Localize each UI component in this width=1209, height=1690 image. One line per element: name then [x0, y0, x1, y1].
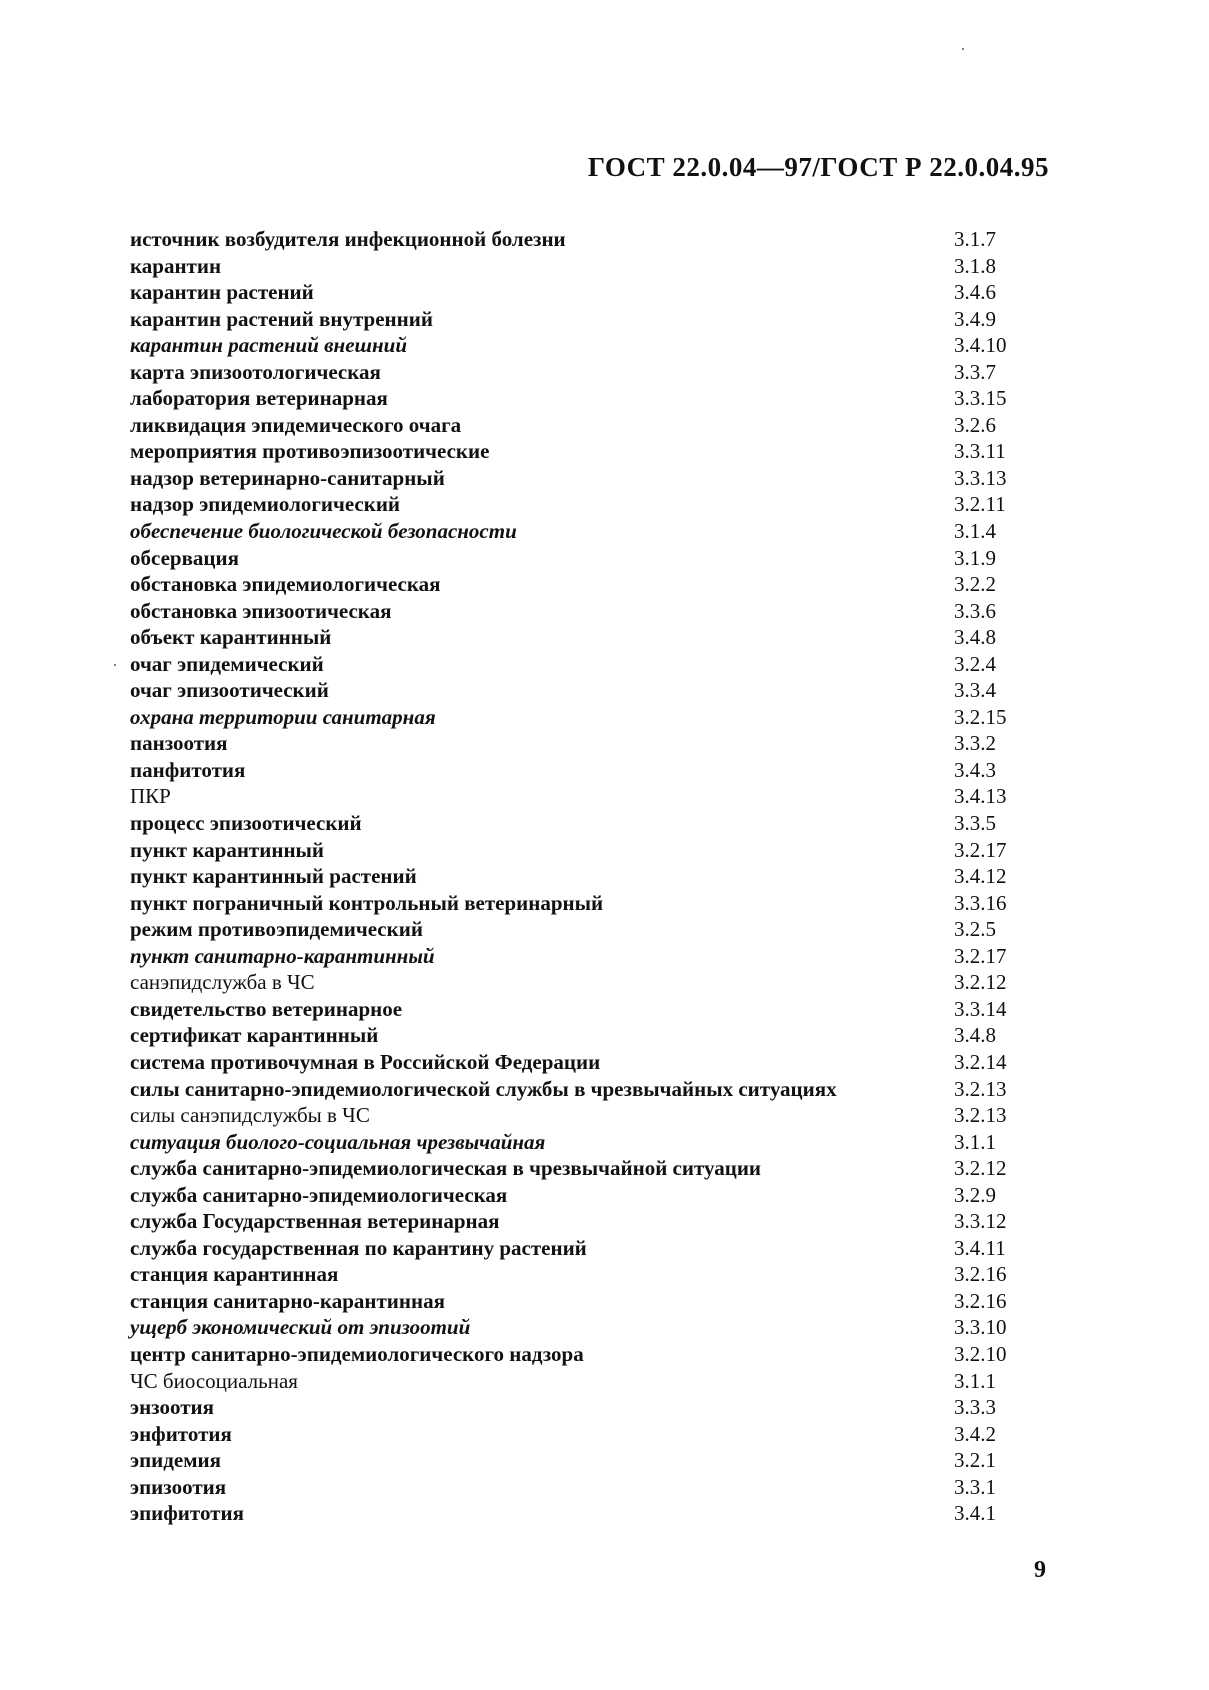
index-section-ref: 3.2.2	[954, 572, 996, 597]
index-entry	[130, 1049, 1030, 1076]
index-entry	[130, 810, 1030, 837]
index-term: служба санитарно-эпидемиологическая в чрезвычайной ситуации	[130, 1156, 762, 1181]
index-entry	[130, 598, 1030, 625]
index-term: источник возбудителя инфекционной болезни	[130, 227, 566, 251]
index-entry	[130, 624, 1030, 651]
index-term: надзор ветеринарно-санитарный	[130, 465, 445, 490]
index-term: карта эпизоотологическая	[130, 359, 381, 384]
index-section-ref: 3.2.12	[954, 1156, 1007, 1181]
index-section-ref: 3.2.12	[954, 970, 1007, 995]
index-entry	[130, 253, 1030, 280]
index-entry	[130, 1394, 1030, 1421]
index-term: система противочумная в Российской Федерации	[130, 1049, 601, 1074]
index-section-ref: 3.2.13	[954, 1076, 1007, 1101]
index-term: станция карантинная	[130, 1262, 339, 1287]
index-entry	[130, 1076, 1030, 1103]
index-section-ref: 3.4.12	[954, 864, 1007, 889]
index-section-ref: 3.4.1	[954, 1501, 996, 1526]
index-section-ref: 3.1.8	[954, 253, 996, 278]
index-section-ref: 3.2.17	[954, 837, 1007, 862]
index-section-ref: 3.2.13	[954, 1103, 1007, 1128]
index-term: эпидемия	[130, 1448, 221, 1473]
index-section-ref: 3.4.10	[954, 333, 1007, 358]
index-term: лаборатория ветеринарная	[130, 386, 388, 411]
index-term: силы санэпидслужбы в ЧС	[130, 1103, 370, 1128]
index-term: карантин растений внутренний	[130, 306, 433, 331]
index-entry	[130, 491, 1030, 518]
index-entry	[130, 757, 1030, 784]
index-section-ref: 3.3.1	[954, 1474, 996, 1499]
scan-speck	[962, 48, 964, 50]
index-entry	[130, 916, 1030, 943]
index-section-ref: 3.2.4	[954, 651, 996, 676]
index-term: ситуация биолого-социальная чрезвычайная	[130, 1129, 546, 1154]
index-entry	[130, 1182, 1030, 1209]
index-section-ref: 3.3.11	[954, 439, 1006, 464]
index-entry	[130, 1155, 1030, 1182]
index-entry	[130, 518, 1030, 545]
index-entry	[130, 306, 1030, 333]
index-term: ликвидация эпидемического очага	[130, 412, 462, 437]
index-term: надзор эпидемиологический	[130, 492, 401, 517]
index-section-ref: 3.4.13	[954, 784, 1007, 809]
index-entry	[130, 545, 1030, 572]
index-entry	[130, 704, 1030, 731]
index-section-ref: 3.2.9	[954, 1182, 996, 1207]
index-section-ref: 3.3.6	[954, 598, 996, 623]
index-term: обстановка эпидемиологическая	[130, 572, 441, 597]
index-section-ref: 3.4.2	[954, 1421, 996, 1446]
index-section-ref: 3.3.12	[954, 1209, 1007, 1234]
index-section-ref: 3.2.11	[954, 492, 1006, 517]
index-term: пункт пограничный контрольный ветеринарный	[130, 890, 604, 915]
index-entry	[130, 1368, 1030, 1395]
index-term: карантин	[130, 253, 222, 278]
index-entry	[130, 571, 1030, 598]
index-entry	[130, 1102, 1030, 1129]
index-term: служба Государственная ветеринарная	[130, 1209, 500, 1234]
index-entry	[130, 1500, 1030, 1527]
scan-speck	[114, 664, 116, 666]
index-term: энзоотия	[130, 1395, 214, 1420]
index-section-ref: 3.4.6	[954, 280, 996, 305]
index-section-ref: 3.3.7	[954, 359, 996, 384]
index-entry	[130, 1474, 1030, 1501]
index-section-ref: 3.2.15	[954, 704, 1007, 729]
index-entry	[130, 1235, 1030, 1262]
index-term: обсервация	[130, 545, 239, 570]
index-section-ref: 3.1.4	[954, 519, 996, 544]
index-entry	[130, 1421, 1030, 1448]
index-term: мероприятия противоэпизоотические	[130, 439, 490, 464]
index-term: энфитотия	[130, 1421, 232, 1446]
index-entry	[130, 1314, 1030, 1341]
index-entry	[130, 226, 1030, 253]
index-term: очаг эпизоотический	[130, 678, 329, 703]
index-term: пункт карантинный	[130, 837, 325, 862]
index-section-ref: 3.2.1	[954, 1448, 996, 1473]
index-section-ref: 3.2.5	[954, 917, 996, 942]
index-entry	[130, 438, 1030, 465]
index-section-ref: 3.2.6	[954, 412, 996, 437]
index-section-ref: 3.4.8	[954, 1023, 996, 1048]
index-entry	[130, 943, 1030, 970]
index-section-ref: 3.3.4	[954, 678, 996, 703]
index-entry	[130, 465, 1030, 492]
index-section-ref: 3.3.2	[954, 731, 996, 756]
index-section-ref: 3.1.9	[954, 545, 996, 570]
index-term: пункт карантинный растений	[130, 864, 417, 889]
index-term: режим противоэпидемический	[130, 917, 423, 942]
index-term: служба государственная по карантину растений	[130, 1235, 587, 1260]
index-term: обеспечение биологической безопасности	[130, 519, 517, 544]
index-section-ref: 3.2.16	[954, 1262, 1007, 1287]
index-term: карантин растений	[130, 280, 314, 305]
index-section-ref: 3.2.16	[954, 1288, 1007, 1313]
index-section-ref: 3.1.7	[954, 227, 996, 251]
index-entry	[130, 1129, 1030, 1156]
index-term: карантин растений внешний	[130, 333, 408, 358]
index-section-ref: 3.1.1	[954, 1368, 996, 1393]
index-entry	[130, 1208, 1030, 1235]
index-section-ref: 3.3.15	[954, 386, 1007, 411]
index-entry	[130, 890, 1030, 917]
index-entry	[130, 412, 1030, 439]
index-section-ref: 3.3.3	[954, 1395, 996, 1420]
index-entry	[130, 1288, 1030, 1315]
index-entry	[130, 1022, 1030, 1049]
index-term: станция санитарно-карантинная	[130, 1288, 445, 1313]
index-term: центр санитарно-эпидемиологического надзора	[130, 1341, 584, 1366]
index-entry	[130, 783, 1030, 810]
index-term: служба санитарно-эпидемиологическая	[130, 1182, 508, 1207]
index-section-ref: 3.3.16	[954, 890, 1007, 915]
index-term: ПКР	[130, 784, 171, 809]
index-entry	[130, 1341, 1030, 1368]
index-term: очаг эпидемический	[130, 651, 324, 676]
index-section-ref: 3.1.1	[954, 1129, 996, 1154]
page-number: 9	[1034, 1557, 1046, 1583]
index-section-ref: 3.2.10	[954, 1341, 1007, 1366]
index-term: санэпидслужба в ЧС	[130, 970, 315, 995]
index-term: ЧС биосоциальная	[130, 1368, 298, 1393]
index-term: процесс эпизоотический	[130, 811, 362, 836]
index-section-ref: 3.4.8	[954, 625, 996, 650]
index-term: силы санитарно-эпидемиологической службы в чрезвычайных ситуациях	[130, 1076, 837, 1101]
index-entry	[130, 1261, 1030, 1288]
index-term: эпизоотия	[130, 1474, 227, 1499]
index-entry	[130, 279, 1030, 306]
index-section-ref: 3.3.13	[954, 465, 1007, 490]
index-entry	[130, 969, 1030, 996]
index-term: пункт санитарно-карантинный	[130, 943, 435, 968]
index-term: эпифитотия	[130, 1501, 244, 1526]
index-section-ref: 3.4.3	[954, 757, 996, 782]
index-term: панфитотия	[130, 757, 246, 782]
page-header-standard-title: ГОСТ 22.0.04—97/ГОСТ Р 22.0.04.95	[587, 152, 1049, 182]
index-entry	[130, 359, 1030, 386]
index-term: свидетельство ветеринарное	[130, 996, 403, 1021]
index-term: объект карантинный	[130, 625, 332, 650]
index-section-ref: 3.2.14	[954, 1049, 1007, 1074]
index-section-ref: 3.4.9	[954, 306, 996, 331]
index-section-ref: 3.4.11	[954, 1235, 1006, 1260]
index-entry	[130, 677, 1030, 704]
index-entry	[130, 996, 1030, 1023]
index-entry	[130, 651, 1030, 678]
index-entry	[130, 385, 1030, 412]
index-term: сертификат карантинный	[130, 1023, 379, 1048]
index-entry	[130, 1447, 1030, 1474]
index-section-ref: 3.3.10	[954, 1315, 1007, 1340]
index-term: обстановка эпизоотическая	[130, 598, 392, 623]
index-term: панзоотия	[130, 731, 228, 756]
index-section-ref: 3.3.5	[954, 811, 996, 836]
index-section-ref: 3.3.14	[954, 996, 1007, 1021]
index-term: ущерб экономический от эпизоотий	[130, 1315, 471, 1340]
index-entry	[130, 332, 1030, 359]
index-entry	[130, 837, 1030, 864]
index-entry	[130, 863, 1030, 890]
alphabetical-term-index	[130, 226, 1030, 1527]
index-section-ref: 3.2.17	[954, 943, 1007, 968]
index-term: охрана территории санитарная	[130, 704, 436, 729]
index-entry	[130, 730, 1030, 757]
